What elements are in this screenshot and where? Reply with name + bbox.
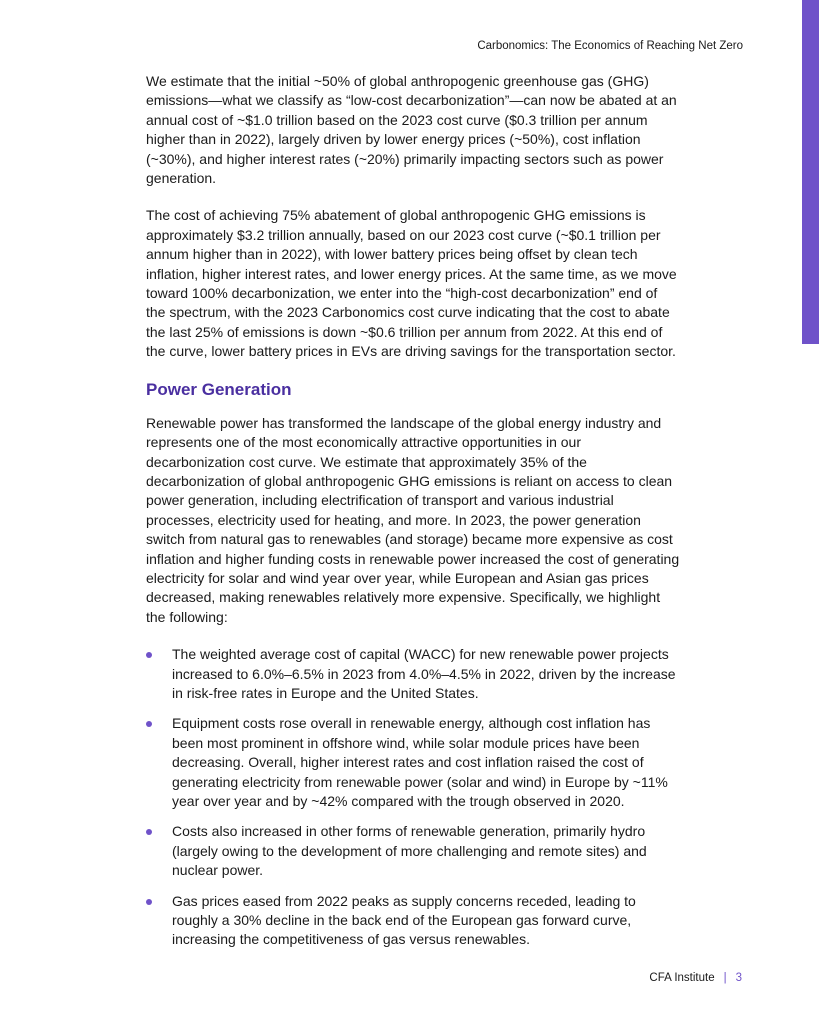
running-header: Carbonomics: The Economics of Reaching Net Zero xyxy=(477,40,743,52)
footer-separator: | xyxy=(723,972,727,984)
bullet-text: Costs also increased in other forms of renewable generation, primarily hydro (largely owing to the development of more challenging and remote sites) and nuclear power. xyxy=(172,823,647,879)
bullet-list xyxy=(146,645,680,950)
page-footer xyxy=(560,972,742,984)
body-paragraph-1: We estimate that the initial ~50% of global anthropogenic greenhouse gas (GHG) emissions—what we classify as “low-cost decarbonization”—can now be abated at an annual cost of ~$1.0 trillion based on the 2023 cost curve ($0.3 trillion per annum higher than in 2022), largely driven by lower energy prices (~50%), cost inflation (~30%), and higher interest rates (~20%) primarily impacting sectors such as power generation. xyxy=(146,73,677,187)
bullet-item xyxy=(146,822,680,880)
footer-publisher: CFA Institute xyxy=(649,972,715,984)
bullet-text: Gas prices eased from 2022 peaks as supply concerns receded, leading to roughly a 30% decline in the back end of the European gas forward curve, increasing the competitiveness of gas versus renewables. xyxy=(172,892,636,948)
bullet-item xyxy=(146,892,680,950)
bullet-dot-icon xyxy=(146,721,152,727)
bullet-item xyxy=(146,645,680,703)
section-paragraph: Renewable power has transformed the landscape of the global energy industry and represents one of the most economically attractive opportunities in our decarbonization cost curve. We estimate that approximately 35% of the decarbonization of global anthropogenic GHG emissions is reliant on access to clean power generation, including electrification of transport and various industrial processes, electricity used for heating, and more. In 2023, the power generation switch from natural gas to renewables (and storage) became more expensive as cost inflation and higher funding costs in renewable power increased the cost of generating electricity for solar and wind year over year, while European and Asian gas prices decreased, making renewables relatively more expensive. Specifically, we highlight the following: xyxy=(146,414,680,625)
bullet-dot-icon xyxy=(146,829,152,835)
section-heading: Power Generation xyxy=(146,379,292,399)
side-accent-tab xyxy=(802,0,819,344)
bullet-text: Equipment costs rose overall in renewable energy, although cost inflation has been most prominent in offshore wind, while solar module prices have been decreasing. Overall, higher interest rates and cost inflation raised the cost of generating electricity from renewable power (solar and wind) in Europe by ~11% year over year and by ~42% compared with the trough observed in 2020. xyxy=(172,715,668,809)
bullet-dot-icon xyxy=(146,652,152,658)
bullet-text: The weighted average cost of capital (WACC) for new renewable power projects increased to 6.0%–6.5% in 2023 from 4.0%–4.5% in 2022, driven by the increase in risk-free rates in Europe and the United States. xyxy=(172,646,676,701)
page-content xyxy=(146,72,680,961)
bullet-item xyxy=(146,714,680,811)
bullet-dot-icon xyxy=(146,899,152,905)
page-number: 3 xyxy=(735,972,742,984)
body-paragraph-2: The cost of achieving 75% abatement of global anthropogenic GHG emissions is approximately $3.2 trillion annually, based on our 2023 cost curve (~$0.1 trillion per annum higher than in 2022), with lower battery prices being offset by clean tech inflation, higher interest rates, and lower energy prices. At the same time, as we move toward 100% decarbonization, we enter into the “high-cost decarbonization” end of the spectrum, with the 2023 Carbonomics cost curve indicating that the cost to abate the last 25% of emissions is down ~$0.6 trillion per annum from 2022. At this end of the curve, lower battery prices in EVs are driving savings for the transportation sector. xyxy=(146,207,677,360)
